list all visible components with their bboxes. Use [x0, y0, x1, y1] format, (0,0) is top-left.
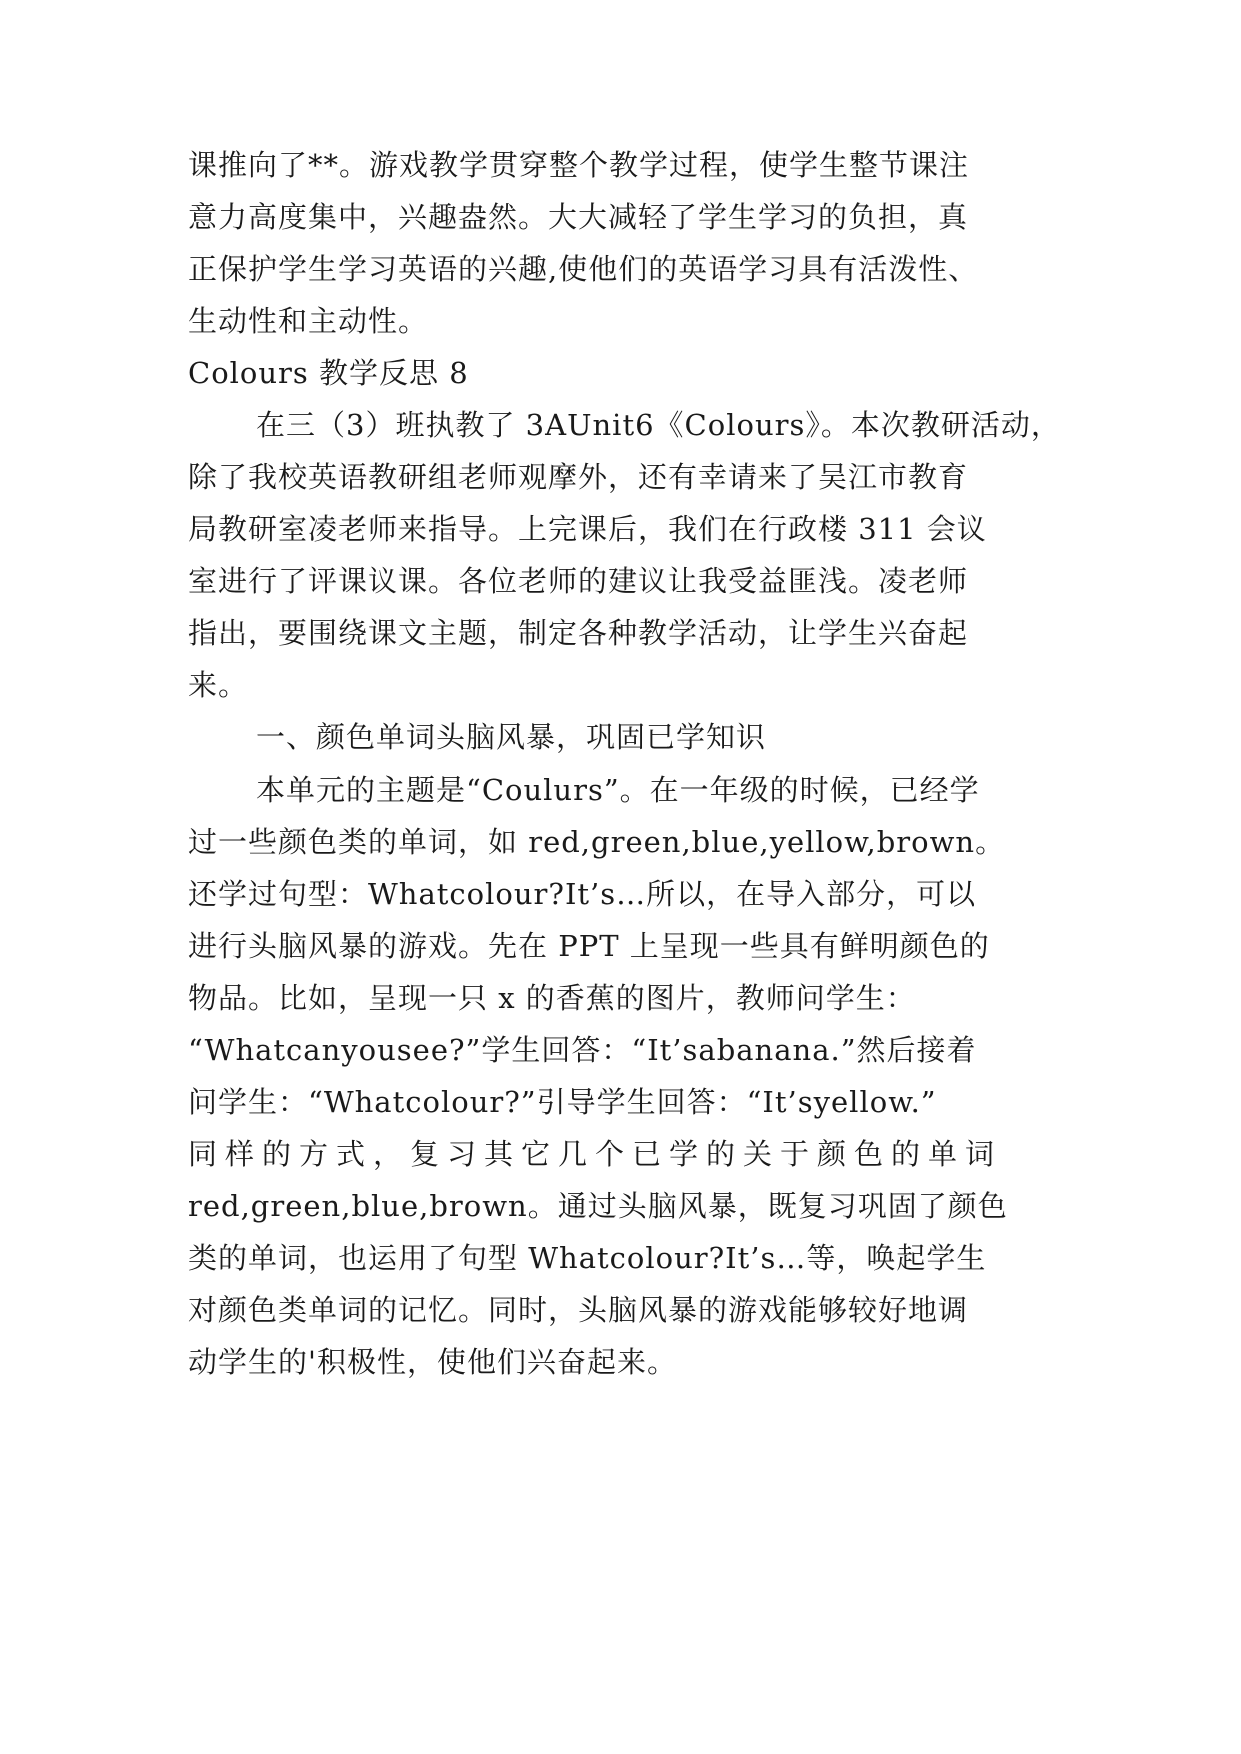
- paragraph-line: 类的单词，也运用了句型 Whatcolour?It’s…等，唤起学生: [188, 1241, 987, 1275]
- paragraph-line: 除了我校英语教研组老师观摩外，还有幸请来了吴江市教育: [188, 460, 969, 494]
- paragraph-line: “Whatcanyousee?”学生回答：“It’sabanana.”然后接着: [188, 1033, 977, 1067]
- paragraph-line: 在三（3）班执教了 3AUnit6《Colours》。本次教研活动，: [256, 408, 1061, 442]
- paragraph-line: 还学过句型：Whatcolour?It’s…所以，在导入部分，可以: [188, 877, 977, 911]
- paragraph-line: 课推向了**。游戏教学贯穿整个教学过程，使学生整节课注: [188, 148, 970, 182]
- subsection-heading: 一、颜色单词头脑风暴，巩固已学知识: [256, 720, 767, 754]
- paragraph-line: 生动性和主动性。: [188, 304, 429, 338]
- paragraph-line: 室进行了评课议课。各位老师的建议让我受益匪浅。凌老师: [188, 564, 969, 598]
- paragraph-line: 问学生：“Whatcolour?”引导学生回答：“It’syellow.”: [188, 1085, 937, 1119]
- paragraph-line: 动学生的'积极性，使他们兴奋起来。: [188, 1345, 677, 1379]
- paragraph-line: 物品。比如，呈现一只 x 的香蕉的图片，教师问学生：: [188, 981, 916, 1015]
- paragraph-line: 指出，要围绕课文主题，制定各种教学活动，让学生兴奋起: [188, 616, 969, 650]
- paragraph-line: 意力高度集中，兴趣盎然。大大减轻了学生学习的负担，真: [188, 200, 969, 234]
- paragraph-line: 局教研室凌老师来指导。上完课后，我们在行政楼 311 会议: [188, 512, 987, 546]
- section-heading: Colours 教学反思 8: [188, 356, 469, 390]
- paragraph-line: 过一些颜色类的单词，如 red,green,blue,yellow,brown。: [188, 825, 1006, 859]
- paragraph-line: 本单元的主题是“Coulurs”。在一年级的时候，已经学: [256, 773, 980, 807]
- paragraph-line: 来。: [188, 668, 249, 702]
- paragraph-line: 正保护学生学习英语的兴趣,使他们的英语学习具有活泼性、: [188, 252, 979, 286]
- paragraph-line: red,green,blue,brown。通过头脑风暴，既复习巩固了颜色: [188, 1189, 1008, 1223]
- paragraph-line: 进行头脑风暴的游戏。先在 PPT 上呈现一些具有鲜明颜色的: [188, 929, 990, 963]
- paragraph-line: 同样的方式，复习其它几个已学的关于颜色的单词: [188, 1137, 1003, 1171]
- paragraph-line: 对颜色类单词的记忆。同时，头脑风暴的游戏能够较好地调: [188, 1293, 969, 1327]
